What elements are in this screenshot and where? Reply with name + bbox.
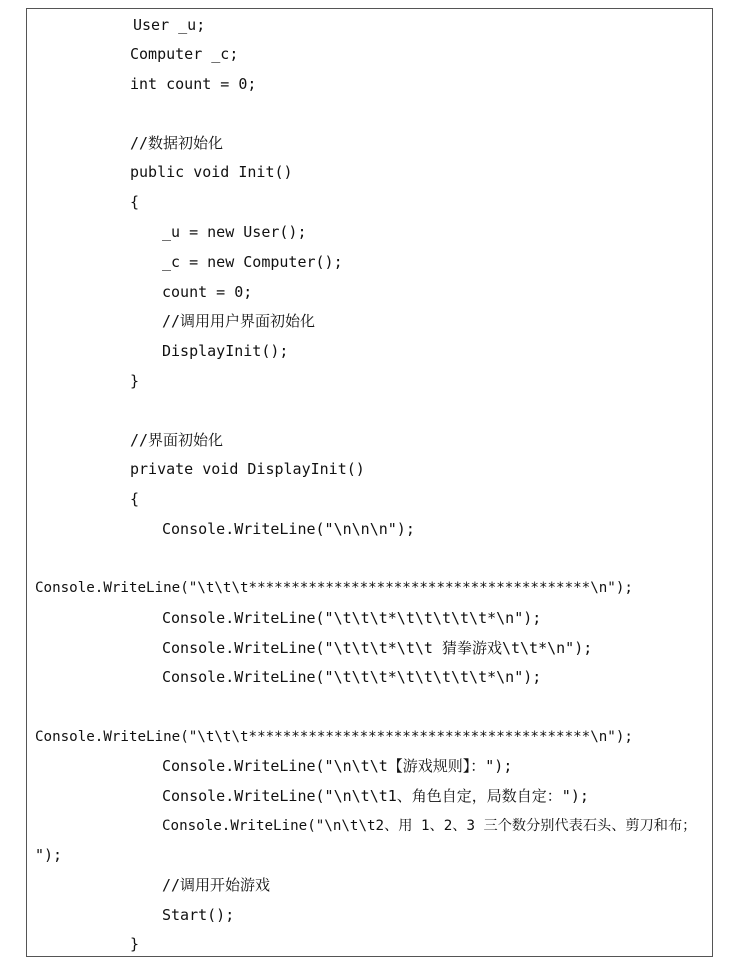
code-line: Console.WriteLine("\t\t\t*\t\t\t\t\t*\n"); <box>162 609 542 627</box>
code-line: Console.WriteLine("\t\t\t****************************************\n"); <box>35 580 633 596</box>
code-line: Start(); <box>162 906 235 924</box>
code-comment: //界面初始化 <box>130 431 224 449</box>
code-line: Console.WriteLine("\t\t\t*\t\t\t\t\t*\n"); <box>162 668 542 686</box>
code-line: Console.WriteLine("\n\t\t1、角色自定，局数自定："); <box>162 787 589 805</box>
code-line: public void Init() <box>130 163 293 181</box>
code-line: { <box>130 490 140 508</box>
code-line: _c = new Computer(); <box>162 253 343 271</box>
code-line: Console.WriteLine("\n\t\t2、用 1、2、3 三个数分别代表石头、剪刀和布； <box>162 818 697 834</box>
code-comment: //调用开始游戏 <box>162 876 271 894</box>
code-line: Console.WriteLine("\t\t\t****************************************\n"); <box>35 729 633 745</box>
code-line: "); <box>35 846 63 864</box>
code-comment: //数据初始化 <box>130 134 224 152</box>
code-line: count = 0; <box>162 283 253 301</box>
code-line: { <box>130 193 140 211</box>
code-line: int count = 0; <box>130 75 257 93</box>
code-line: DisplayInit(); <box>162 342 289 360</box>
code-line: Console.WriteLine("\n\n\n"); <box>162 520 415 538</box>
code-comment: //调用用户界面初始化 <box>162 312 316 330</box>
code-line: private void DisplayInit() <box>130 460 365 478</box>
code-line: Console.WriteLine("\t\t\t*\t\t 猜拳游戏\t\t*\n"); <box>162 639 593 657</box>
code-line: User _u; <box>133 16 206 34</box>
code-line: } <box>130 935 140 953</box>
code-line: _u = new User(); <box>162 223 307 241</box>
code-line: Console.WriteLine("\n\t\t【游戏规则】："); <box>162 757 513 775</box>
code-line: Computer _c; <box>130 45 239 63</box>
code-line: } <box>130 372 140 390</box>
